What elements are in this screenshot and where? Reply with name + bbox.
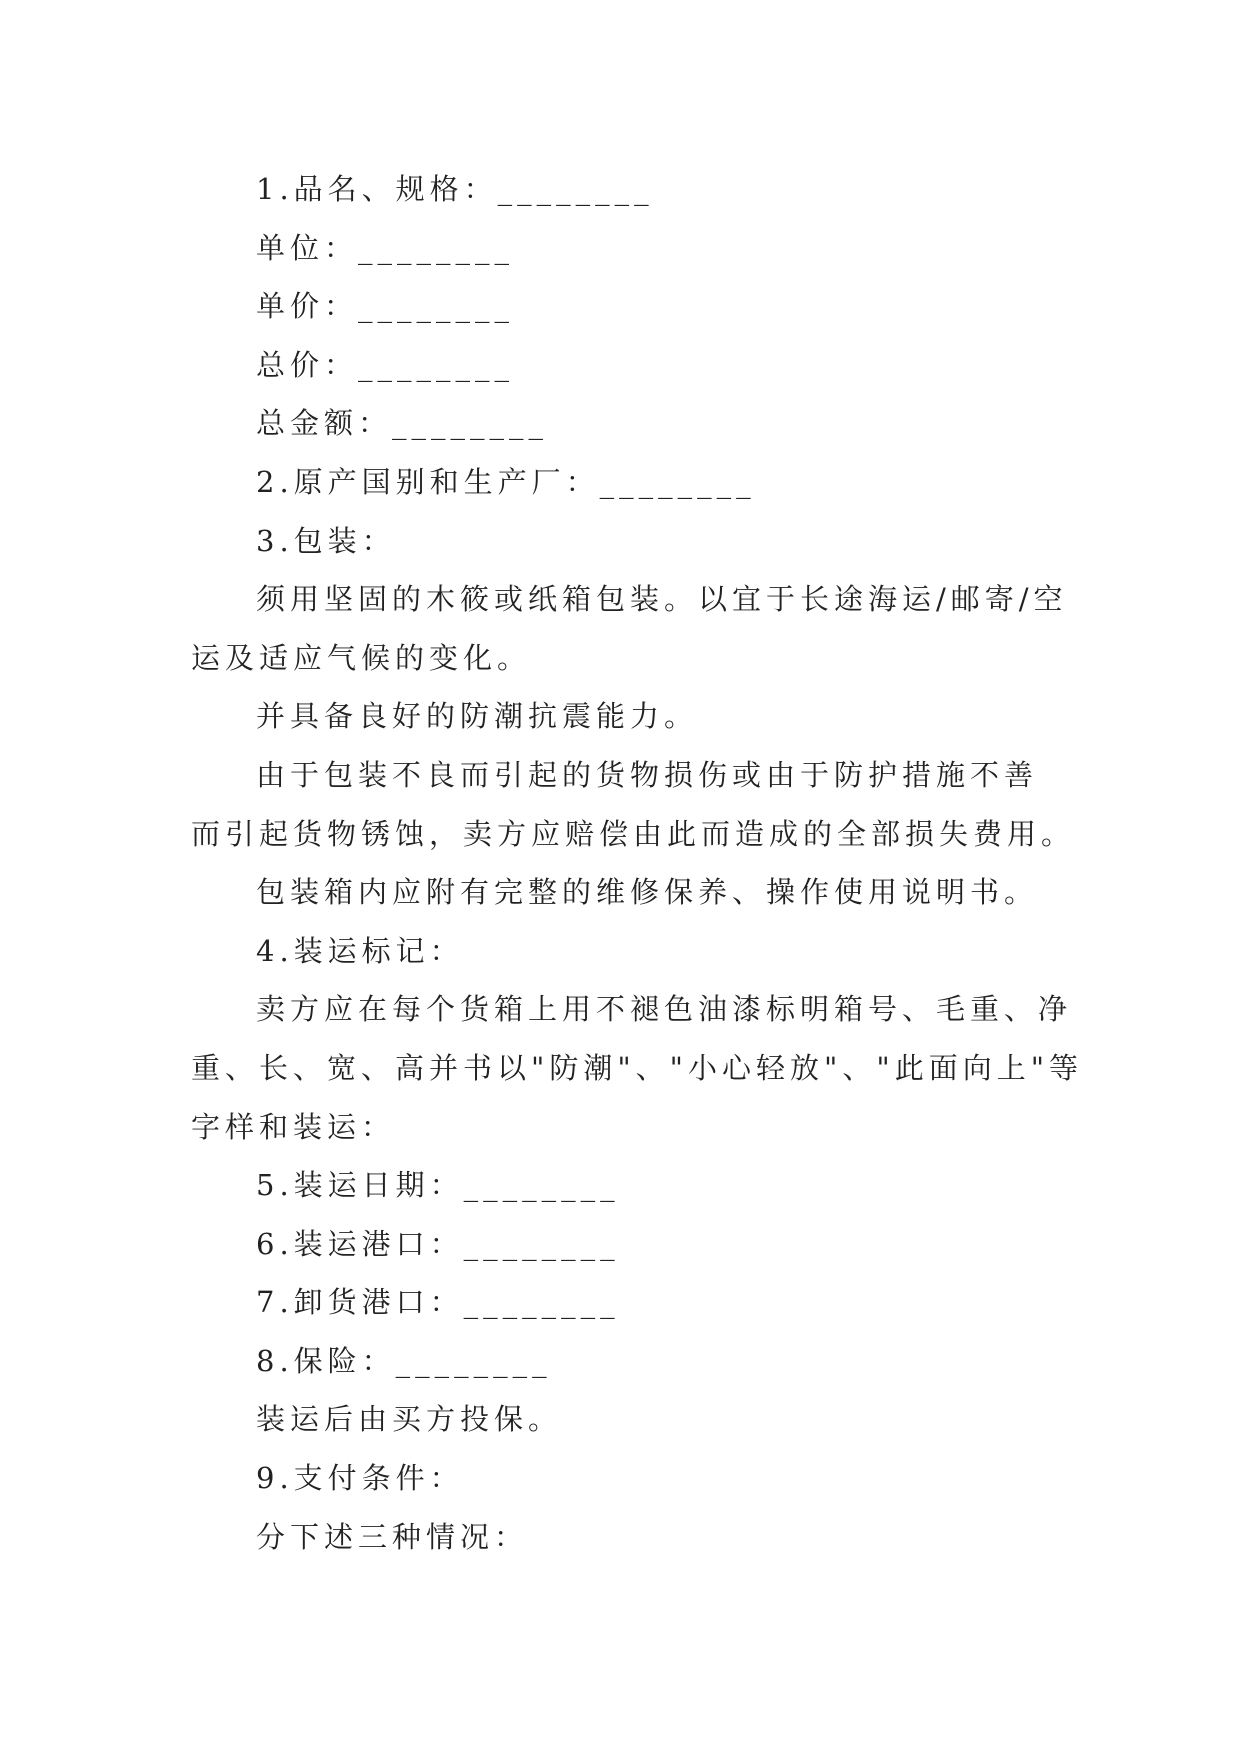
field-port-of-discharge: 7.卸货港口：________ bbox=[256, 1285, 620, 1320]
field-total-price: 总价：________ bbox=[256, 347, 515, 382]
field-product-name-spec: 1.品名、规格：________ bbox=[256, 172, 654, 206]
section-shipping-marks-heading: 4.装运标记： bbox=[256, 933, 464, 968]
packing-moisture-paragraph: 并具备良好的防潮抗震能力。 bbox=[256, 699, 699, 734]
packing-paragraph-line-1: 须用坚固的木筱或纸箱包装。以宜于长途海运/邮寄/空 bbox=[256, 582, 1068, 617]
field-total-amount: 总金额：________ bbox=[256, 406, 549, 441]
field-port-of-loading: 6.装运港口：________ bbox=[256, 1226, 620, 1261]
insurance-paragraph: 装运后由买方投保。 bbox=[256, 1402, 563, 1437]
packing-damage-paragraph-line-1: 由于包装不良而引起的货物损伤或由于防护措施不善 bbox=[256, 757, 1039, 792]
shipping-marks-paragraph-line-2: 重、长、宽、高并书以"防潮"、"小心轻放"、"此面向上"等 bbox=[191, 1050, 1084, 1085]
section-packing-heading: 3.包装： bbox=[256, 523, 396, 558]
field-insurance: 8.保险：________ bbox=[256, 1343, 552, 1378]
field-origin-manufacturer: 2.原产国别和生产厂：________ bbox=[256, 464, 756, 499]
shipping-marks-paragraph-line-3: 字样和装运： bbox=[191, 1109, 396, 1144]
packing-damage-paragraph-line-2: 而引起货物锈蚀，卖方应赔偿由此而造成的全部损失费用。 bbox=[191, 816, 1076, 851]
section-payment-terms-heading: 9.支付条件： bbox=[256, 1461, 464, 1496]
document-body bbox=[191, 160, 1084, 1566]
payment-terms-paragraph: 分下述三种情况： bbox=[256, 1519, 529, 1554]
field-unit: 单位：________ bbox=[256, 230, 515, 265]
field-unit-price: 单价：________ bbox=[256, 289, 515, 324]
field-shipment-date: 5.装运日期：________ bbox=[256, 1168, 620, 1203]
packing-paragraph-line-2: 运及适应气候的变化。 bbox=[191, 640, 532, 675]
packing-manual-paragraph: 包装箱内应附有完整的维修保养、操作使用说明书。 bbox=[256, 875, 1039, 910]
shipping-marks-paragraph-line-1: 卖方应在每个货箱上用不褪色油漆标明箱号、毛重、净 bbox=[256, 992, 1073, 1027]
